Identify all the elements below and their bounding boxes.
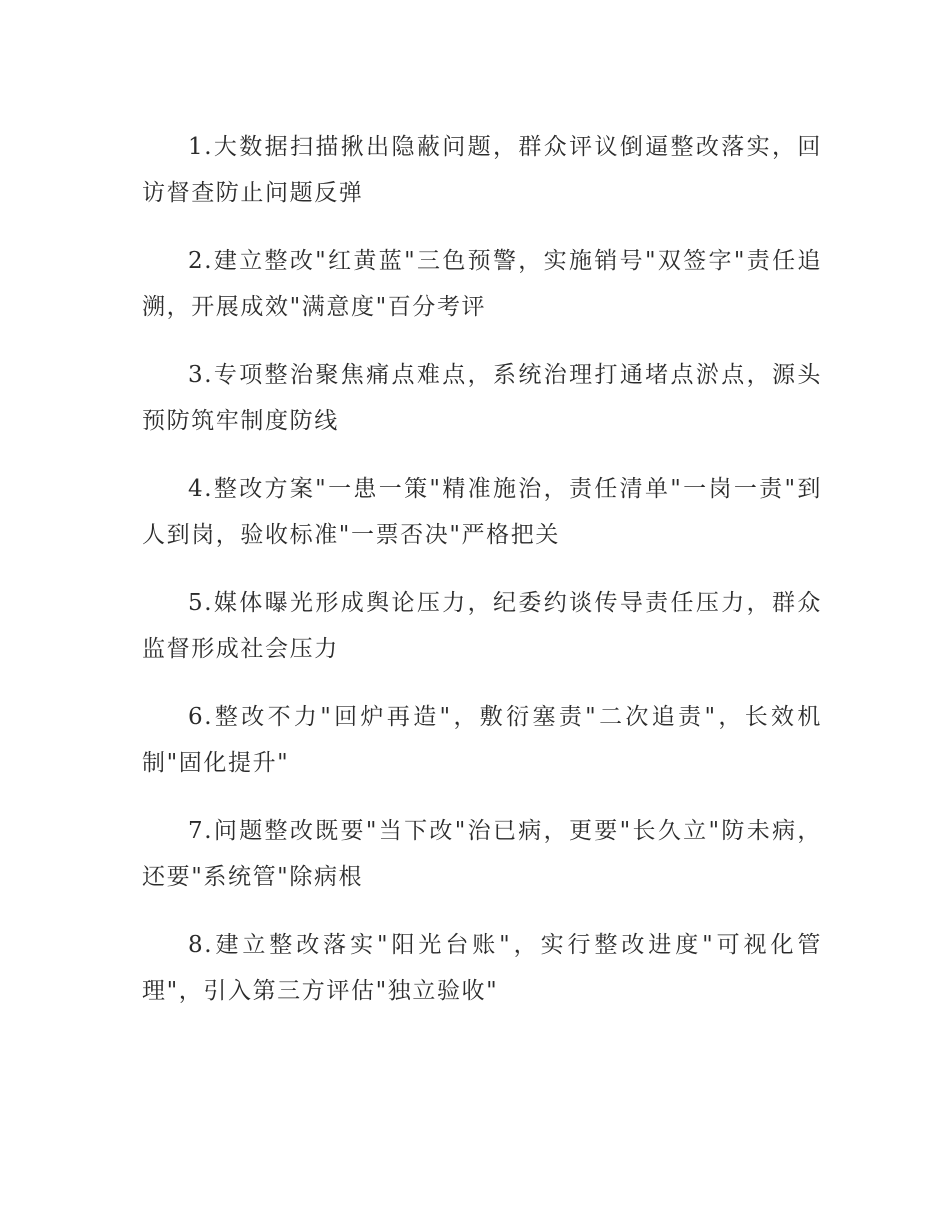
list-item-3: 3.专项整治聚焦痛点难点，系统治理打通堵点淤点，源头预防筑牢制度防线: [142, 362, 822, 434]
list-item-8: 8.建立整改落实"阳光台账"，实行整改进度"可视化管理"，引入第三方评估"独立验收": [142, 932, 822, 1004]
list-item-5: 5.媒体曝光形成舆论压力，纪委约谈传导责任压力，群众监督形成社会压力: [142, 590, 822, 662]
list-item-6: 6.整改不力"回炉再造"，敷衍塞责"二次追责"，长效机制"固化提升": [142, 704, 822, 776]
document-body: [142, 124, 822, 1036]
list-item-4: 4.整改方案"一患一策"精准施治，责任清单"一岗一责"到人到岗，验收标准"一票否决"严格把关: [142, 476, 822, 548]
list-item-7: 7.问题整改既要"当下改"治已病，更要"长久立"防未病，还要"系统管"除病根: [142, 818, 822, 890]
list-item-2: 2.建立整改"红黄蓝"三色预警，实施销号"双签字"责任追溯，开展成效"满意度"百分考评: [142, 248, 822, 320]
list-item-1: 1.大数据扫描揪出隐蔽问题，群众评议倒逼整改落实，回访督查防止问题反弹: [142, 134, 822, 206]
